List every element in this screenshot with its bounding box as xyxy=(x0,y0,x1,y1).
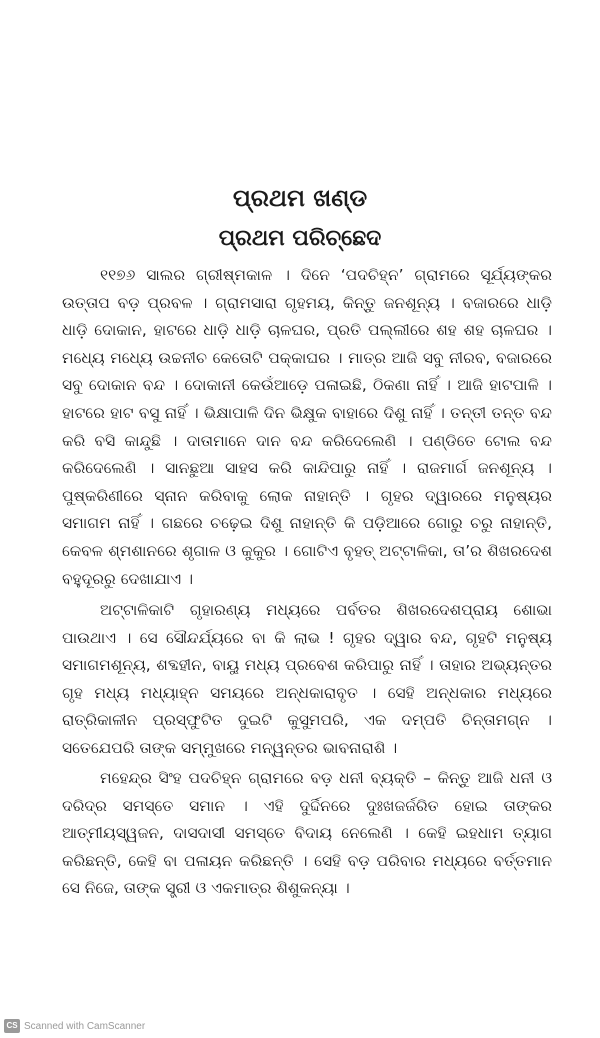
scanner-watermark xyxy=(4,1018,145,1034)
paragraph-block xyxy=(62,765,552,903)
camscanner-logo-icon: CS xyxy=(4,1019,20,1033)
paragraph-block xyxy=(62,597,552,763)
paragraph-1: ୧୧୭୬ ସାଲର ଗ୍ରୀଷ୍ମକାଳ । ଦିନେ ‘ପଦଚିହ୍ନ’ ଗ୍ରାମରେ ସୂର୍ଯ୍ୟଙ୍କର ଉତ୍ତାପ ବଡ଼ ପ୍ରବଳ । ଗ୍ରାମସାରା ଗୃହମୟ, କିନ୍ତୁ ଜନଶୂନ୍ୟ । ବଜାରରେ ଧାଡ଼ି ଧାଡ଼ି ଦୋକାନ, ହାଟରେ ଧାଡ଼ି ଧାଡ଼ି ଚାଳଘର, ପ୍ରତି ପଲ୍ଲୀରେ ଶହ ଶହ ଚାଳଘର । ମଧ୍ୟେ ମଧ୍ୟେ ଉଚ୍ଚନୀଚ କେତୋଟି ପକ୍କାଘର । ମାତ୍ର ଆଜି ସବୁ ନୀରବ, ବଜାରରେ ସବୁ ଦୋକାନ ବନ୍ଦ । ଦୋକାନୀ କେଉଁଆଡ଼େ ପଳାଇଛି, ଠିକଣା ନାହିଁ । ଆଜି ହାଟପାଳି । ହାଟରେ ହାଟ ବସୁ ନାହିଁ । ଭିକ୍ଷାପାଳି ଦିନ ଭିକ୍ଷୁକ ବାହାରେ ଦିଶୁ ନାହିଁ । ତନ୍ତୀ ତନ୍ତ ବନ୍ଦ କରି ବସି କାନ୍ଦୁଛି । ଦାତାମାନେ ଦାନ ବନ୍ଦ କରିଦେଲେଣି । ପଣ୍ଡିତେ ଟୋଲ ବନ୍ଦ କରିଦେଲେଣି । ସାନଛୁଆ ସାହସ କରି କାନ୍ଦିପାରୁ ନାହିଁ । ରାଜମାର୍ଗ ଜନଶୂନ୍ୟ । ପୁଷ୍କରିଣୀରେ ସ୍ନାନ କରିବାକୁ ଲୋକ ନାହାନ୍ତି । ଗୃହର ଦ୍ୱାରରେ ମନୁଷ୍ୟର ସମାଗମ ନାହିଁ । ଗଛରେ ଚଢ଼େଇ ଦିଶୁ ନାହାନ୍ତି କି ପଡ଼ିଆରେ ଗୋରୁ ଚରୁ ନାହାନ୍ତି, କେବଳ ଶ୍ମଶାନରେ ଶୃଗାଳ ଓ କୁକୁର । ଗୋଟିଏ ବୃହତ୍ ଅଟ୍ଟାଳିକା, ତା’ର ଶିଖରଦେଶ ବହୁଦୂରରୁ ଦେଖାଯାଏ । xyxy=(62,266,552,588)
paragraph-block xyxy=(62,262,552,593)
section-title: ପ୍ରଥମ ପରିଚ୍ଛେଦ xyxy=(218,226,382,251)
paragraph-2: ଅଟ୍ଟାଳିକାଟି ଗୃହାରଣ୍ୟ ମଧ୍ୟରେ ପର୍ବତର ଶିଖରଦେଶପ୍ରାୟ ଶୋଭା ପାଉଥାଏ । ସେ ସୌନ୍ଦର୍ଯ୍ୟରେ ବା କି ଲାଭ ! ଗୃହର ଦ୍ୱାର ବନ୍ଦ, ଗୃହଟି ମନୁଷ୍ୟ ସମାଗମଶୂନ୍ୟ, ଶବ୍ଦହୀନ, ବାୟୁ ମଧ୍ୟ ପ୍ରବେଶ କରିପାରୁ ନାହିଁ । ତାହାର ଅଭ୍ୟନ୍ତର ଗୃହ ମଧ୍ୟ ମଧ୍ୟାହ୍ନ ସମୟରେ ଅନ୍ଧକାରାବୃତ । ସେହି ଅନ୍ଧକାର ମଧ୍ୟରେ ରାତ୍ରିକାଳୀନ ପ୍ରସ୍ଫୁଟିତ ଦୁଇଟି କୁସୁମପରି, ଏକ ଦମ୍ପତି ଚିନ୍ତାମଗ୍ନ । ସତେଯେପରି ତାଙ୍କ ସମ୍ମୁଖରେ ମନ୍ୱନ୍ତର ଭାବନାରାଶି । xyxy=(62,601,552,757)
scanner-watermark-text: Scanned with CamScanner xyxy=(24,1020,146,1032)
chapter-title: ପ୍ରଥମ ଖଣ୍ଡ xyxy=(232,184,368,212)
paragraph-3: ମହେନ୍ଦ୍ର ସିଂହ ପଦଚିହ୍ନ ଗ୍ରାମରେ ବଡ଼ ଧନୀ ବ୍ୟକ୍ତି – କିନ୍ତୁ ଆଜି ଧନୀ ଓ ଦରିଦ୍ର ସମସ୍ତେ ସମାନ । ଏହି ଦୁର୍ଦ୍ଦିନରେ ଦୁଃଖଜର୍ଜରିତ ହୋଇ ତାଙ୍କର ଆତ୍ମୀୟସ୍ୱଜନ, ଦାସଦାସୀ ସମସ୍ତେ ବିଦାୟ ନେଲେଣି । କେହି ଇହଧାମ ତ୍ୟାଗ କରିଛନ୍ତି, କେହି ବା ପଳାୟନ କରିଛନ୍ତି । ସେହି ବଡ଼ ପରିବାର ମଧ୍ୟରେ ବର୍ତ୍ତମାନ ସେ ନିଜେ, ତାଙ୍କ ସ୍ତ୍ରୀ ଓ ଏକମାତ୍ର ଶିଶୁକନ୍ୟା । xyxy=(62,769,552,898)
